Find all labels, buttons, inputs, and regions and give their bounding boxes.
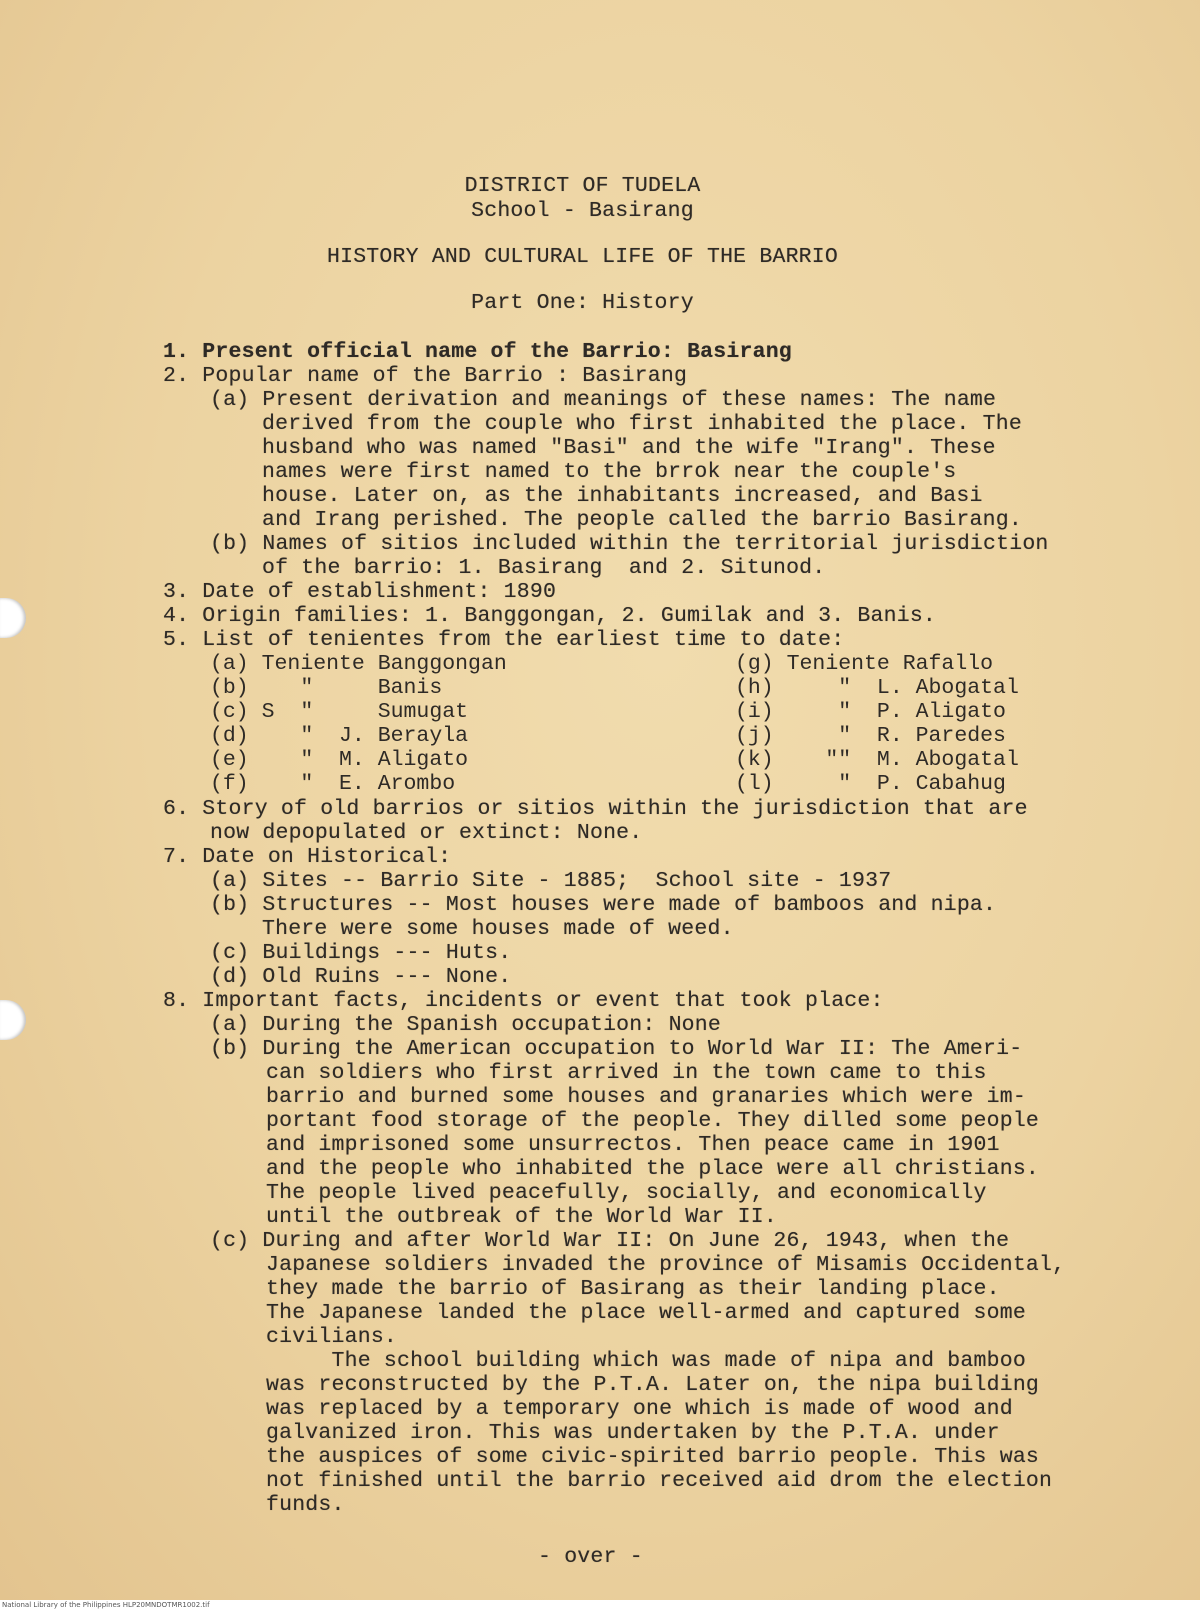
punch-hole bbox=[0, 1000, 26, 1040]
item-8: 8. Important facts, incidents or event that took place: bbox=[163, 989, 884, 1013]
teniente-entry: (b) " Banis bbox=[210, 676, 443, 700]
teniente-entry: (d) " J. Berayla bbox=[210, 724, 469, 748]
item-8b-line: and the people who inhabited the place were all christians. bbox=[266, 1157, 1040, 1181]
item-8b-line: barrio and burned some houses and granaries which were im- bbox=[266, 1085, 1026, 1109]
item-8b-line: portant food storage of the people. They dilled some people bbox=[266, 1109, 1040, 1133]
item-7b-line: There were some houses made of weed. bbox=[262, 917, 734, 941]
item-7b-line: (b) Structures -- Most houses were made of bamboos and nipa. bbox=[210, 893, 997, 917]
teniente-entry: (h) " L. Abogatal bbox=[735, 676, 1019, 700]
page-continuation: - over - bbox=[538, 1545, 643, 1569]
item-2: 2. Popular name of the Barrio : Basirang bbox=[163, 364, 688, 388]
item-2b-line: (b) Names of sitios included within the territorial jurisdiction bbox=[210, 532, 1049, 556]
item-6-line: 6. Story of old barrios or sitios within the jurisdiction that are bbox=[163, 797, 1028, 821]
teniente-entry: (k) "" M. Abogatal bbox=[735, 748, 1019, 772]
teniente-entry: (a) Teniente Banggongan bbox=[210, 652, 507, 676]
item-3: 3. Date of establishment: 1890 bbox=[163, 580, 557, 604]
item-2a-line: derived from the couple who first inhabited the place. The bbox=[262, 412, 1022, 436]
item-2a-line: husband who was named "Basi" and the wife "Irang". These bbox=[262, 436, 996, 460]
item-8c-line: civilians. bbox=[266, 1325, 398, 1349]
item-8c-line: galvanized iron. This was undertaken by the P.T.A. under bbox=[266, 1421, 1000, 1445]
item-8c-line: was reconstructed by the P.T.A. Later on, the nipa building bbox=[266, 1373, 1040, 1397]
teniente-entry: (i) " P. Aligato bbox=[735, 700, 1006, 724]
teniente-entry: (c) S " Sumugat bbox=[210, 700, 469, 724]
item-8c-line: was replaced by a temporary one which is made of wood and bbox=[266, 1397, 1013, 1421]
item-7d: (d) Old Ruins --- None. bbox=[210, 965, 512, 989]
item-2a-line: and Irang perished. The people called the barrio Basirang. bbox=[262, 508, 1022, 532]
punch-hole bbox=[0, 598, 26, 638]
item-8c-line: Japanese soldiers invaded the province of Misamis Occidental, bbox=[266, 1253, 1066, 1277]
item-8b-line: The people lived peacefully, socially, and economically bbox=[266, 1181, 987, 1205]
item-2b-line: of the barrio: 1. Basirang and 2. Situnod. bbox=[262, 556, 826, 580]
item-7a: (a) Sites -- Barrio Site - 1885; School site - 1937 bbox=[210, 869, 892, 893]
teniente-entry: (j) " R. Paredes bbox=[735, 724, 1006, 748]
part-heading: Part One: History bbox=[471, 291, 694, 315]
item-7: 7. Date on Historical: bbox=[163, 845, 452, 869]
teniente-entry: (g) Teniente Rafallo bbox=[735, 652, 994, 676]
scan-credit: National Library of the Philippines HLP20MNDOTMR1002.tif bbox=[2, 1601, 210, 1609]
item-8b-line: until the outbreak of the World War II. bbox=[266, 1205, 777, 1229]
teniente-entry: (e) " M. Aligato bbox=[210, 748, 469, 772]
item-8c-line: the auspices of some civic-spirited barrio people. This was bbox=[266, 1445, 1040, 1469]
item-8b-line: can soldiers who first arrived in the town came to this bbox=[266, 1061, 987, 1085]
item-8a: (a) During the Spanish occupation: None bbox=[210, 1013, 721, 1037]
item-8c-line: The school building which was made of nipa and bamboo bbox=[266, 1349, 1026, 1373]
item-2a-line: (a) Present derivation and meanings of these names: The name bbox=[210, 388, 997, 412]
item-8b-line: and imprisoned some unsurrectos. Then peace came in 1901 bbox=[266, 1133, 1000, 1157]
item-8c-line: they made the barrio of Basirang as their landing place. bbox=[266, 1277, 1000, 1301]
item-5: 5. List of tenientes from the earliest time to date: bbox=[163, 628, 845, 652]
item-7c: (c) Buildings --- Huts. bbox=[210, 941, 512, 965]
item-2a-line: house. Later on, as the inhabitants increased, and Basi bbox=[262, 484, 983, 508]
item-8b-line: (b) During the American occupation to World War II: The Ameri- bbox=[210, 1037, 1023, 1061]
item-2a-line: names were first named to the brrok near the couple's bbox=[262, 460, 957, 484]
item-4: 4. Origin families: 1. Banggongan, 2. Gumilak and 3. Banis. bbox=[163, 604, 937, 628]
item-8c-line: not finished until the barrio received aid drom the election bbox=[266, 1469, 1053, 1493]
item-6-line: now depopulated or extinct: None. bbox=[210, 821, 643, 845]
document-title: HISTORY AND CULTURAL LIFE OF THE BARRIO bbox=[327, 245, 838, 269]
item-8c-line: (c) During and after World War II: On June 26, 1943, when the bbox=[210, 1229, 1010, 1253]
item-8c-line: The Japanese landed the place well-armed and captured some bbox=[266, 1301, 1026, 1325]
teniente-entry: (l) " P. Cabahug bbox=[735, 772, 1006, 796]
school-heading: School - Basirang bbox=[471, 199, 694, 223]
district-heading: DISTRICT OF TUDELA bbox=[464, 174, 701, 198]
item-1: 1. Present official name of the Barrio: Basirang bbox=[163, 340, 792, 364]
teniente-entry: (f) " E. Arombo bbox=[210, 772, 456, 796]
item-8c-line: funds. bbox=[266, 1493, 345, 1517]
